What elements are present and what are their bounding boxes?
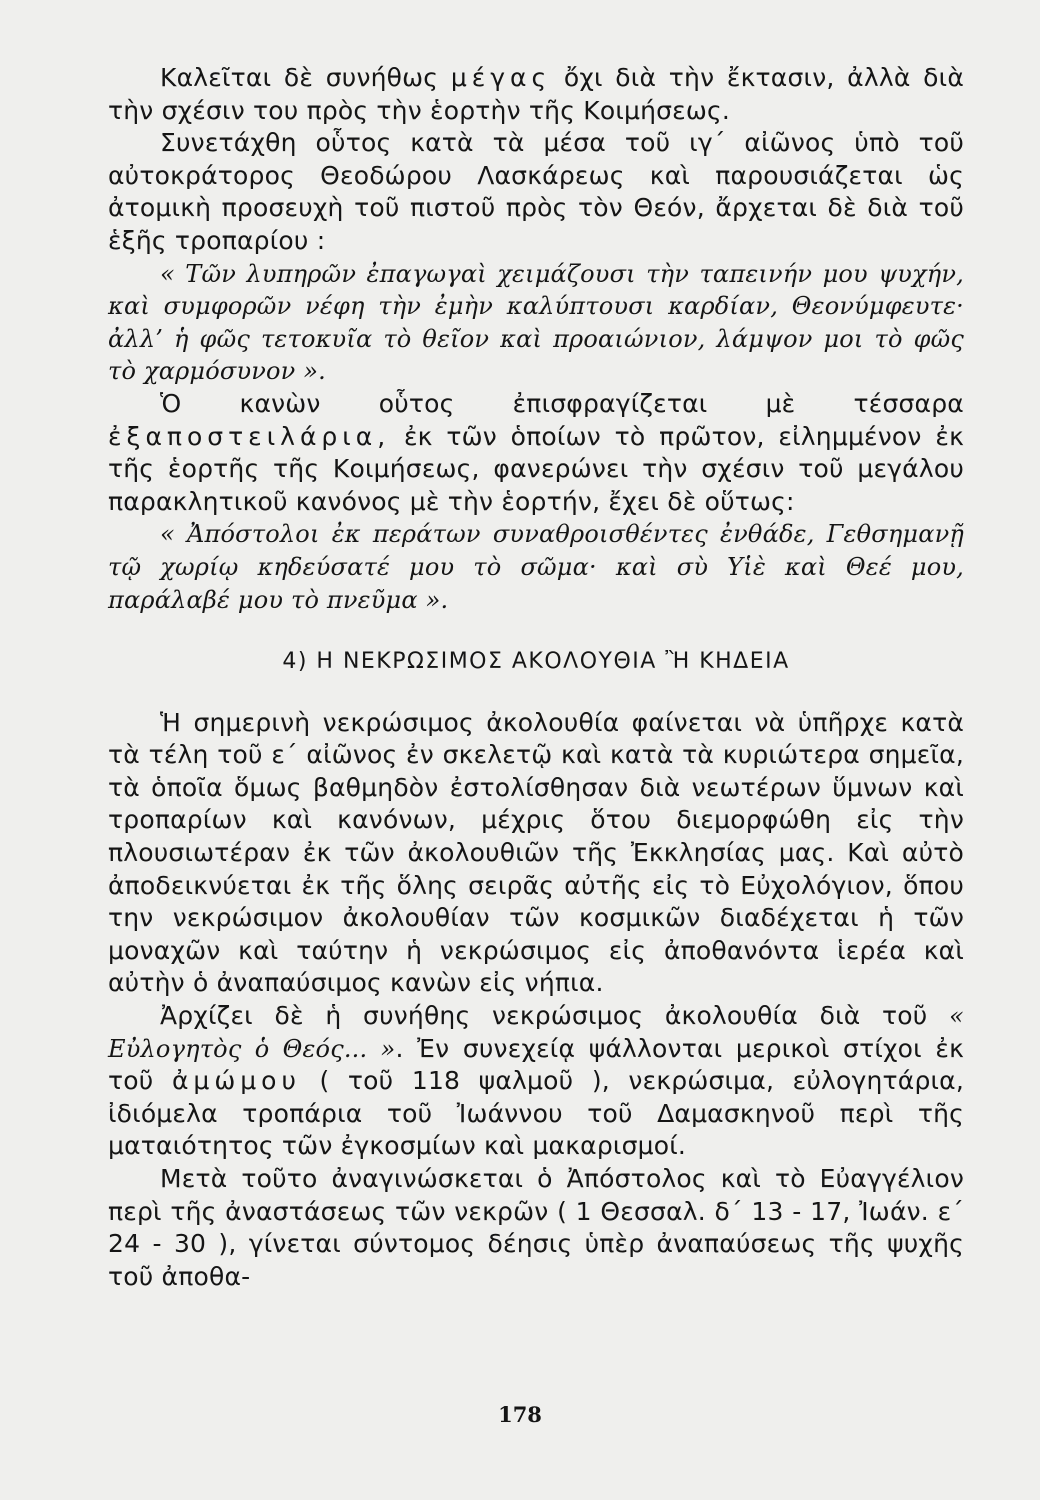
paragraph-5 xyxy=(108,1000,964,1163)
paragraph-1 xyxy=(108,62,964,127)
section-heading: 4) Η ΝΕΚΡΩΣΙΜΟΣ ΑΚΟΛΟΥΘΙΑ Ἢ ΚΗΔΕΙΑ xyxy=(282,649,790,675)
paragraph-5-quote: « Εὐλογητὸς ὁ Θεός... » xyxy=(108,1002,964,1063)
page-number: 178 xyxy=(498,1402,542,1427)
paragraph-5-spaced-word: ἀμώμου xyxy=(171,1066,301,1096)
paragraph-6: Μετὰ τοῦτο ἀναγινώσκεται ὁ Ἀπόστολος καὶ τὸ Εὐαγγέλιον περὶ τῆς ἀναστάσεως τῶν νεκρῶν ( 1 Θεσσαλ. δ΄ 13 - 17, Ἰωάν. ε΄ 24 - 30 ), γίνεται σύντομος δέησις ὑπὲρ ἀναπαύσεως τῆς ψυχῆς τοῦ ἀποθα- xyxy=(108,1164,964,1291)
paragraph-3-spaced-word: ἐξαποστειλάρια, xyxy=(108,421,391,451)
body-text xyxy=(108,62,964,1293)
paragraph-1-text-a: Καλεῖται δὲ συνήθως xyxy=(160,63,451,92)
paragraph-4: Ἡ σημερινὴ νεκρώσιμος ἀκολουθία φαίνεται νὰ ὑπῆρχε κατὰ τὰ τέλη τοῦ ε΄ αἰῶνος ἐν σκελετῷ καὶ κατὰ τὰ κυριώτερα σημεῖα, τὰ ὁποῖα ὅμως βαθμηδὸν ἐστολίσθησαν διὰ νεωτέρων ὕμνων καὶ τροπαρίων καὶ κανόνων, μέχρις ὅτου διεμορφώθη εἰς τὴν πλουσιωτέραν ἐκ τῶν ἀκολουθιῶν τῆς Ἐκκλησίας μας. Καὶ αὐτὸ ἀποδεικνύεται ἐκ τῆς ὅλης σειρᾶς αὐτῆς εἰς τὸ Εὐχολόγιον, ὅπου την νεκρώσιμον ἀκολουθίαν τῶν κοσμικῶν διαδέχεται ἡ τῶν μοναχῶν καὶ ταύτην ἡ νεκρώσιμος εἰς ἀποθανόντα ἱερέα καὶ αὐτὴν ὁ ἀναπαύσιμος κανὼν εἰς νήπια. xyxy=(108,707,964,998)
troparion-quote: « Τῶν λυπηρῶν ἐπαγωγαὶ χειμάζουσι τὴν ταπεινήν μου ψυχήν, καὶ συμφορῶν νέφη τὴν ἐμὴν καλύπτουσι καρδίαν, Θεονύμφευτε· ἀλλ’ ἡ φῶς τετοκυῖα τὸ θεῖον καὶ προαιώνιον, λάμψον μοι τὸ φῶς τὸ χαρμόσυνον ». xyxy=(108,259,964,386)
paragraph-5-text-c: ( τοῦ 118 ψαλμοῦ ), νεκρώσιμα, εὐλογητάρια, ἰδιόμελα τροπάρια τοῦ Ἰωάννου τοῦ Δαμασκηνοῦ περὶ τῆς ματαιότητος τῶν ἐγκοσμίων καὶ μακαρισμοί. xyxy=(108,1066,964,1161)
paragraph-3 xyxy=(108,388,964,518)
exaposteilarion-quote: « Ἀπόστολοι ἐκ περάτων συναθροισθέντες ἐνθάδε, Γεθσημανῇ τῷ χωρίῳ κηδεύσατέ μου τὸ σῶμα· καὶ σὺ Υἱὲ καὶ Θεέ μου, παράλαβέ μου τὸ πνεῦμα ». xyxy=(108,520,964,614)
paragraph-5-text-a: Ἀρχίζει δὲ ἡ συνήθης νεκρώσιμος ἀκολουθία διὰ τοῦ xyxy=(160,1001,950,1031)
paragraph-1-spaced-word: μέγας xyxy=(450,63,552,92)
paragraph-2: Συνετάχθη οὗτος κατὰ τὰ μέσα τοῦ ιγ΄ αἰῶνος ὑπὸ τοῦ αὐτοκράτορος Θεοδώρου Λασκάρεως καὶ παρουσιάζεται ὡς ἀτομικὴ προσευχὴ τοῦ πιστοῦ πρὸς τὸν Θεόν, ἄρχεται δὲ διὰ τοῦ ἑξῆς τροπαρίου : xyxy=(108,128,964,255)
paragraph-5-text-b: . Ἐν συνεχείᾳ ψάλλονται μερικοὶ στίχοι ἐκ τοῦ xyxy=(108,1033,965,1096)
paragraph-3-text-b: ἐκ τῶν ὁποίων τὸ πρῶτον, εἰλημμένον ἐκ τῆς ἑορτῆς τῆς Κοιμήσεως, φανερώνει τὴν σχέσιν τοῦ μεγάλου παρακλητικοῦ κανόνος μὲ τὴν ἑορτήν, ἔχει δὲ οὕτως: xyxy=(108,421,964,516)
paragraph-3-text-a: Ὁ κανὼν οὗτος ἐπισφραγίζεται μὲ τέσσαρα xyxy=(160,388,964,418)
paragraph-1-text-b: ὄχι διὰ τὴν ἔκτασιν, ἀλλὰ διὰ τὴν σχέσιν του πρὸς τὴν ἑορτὴν τῆς Κοιμήσεως. xyxy=(108,63,964,125)
